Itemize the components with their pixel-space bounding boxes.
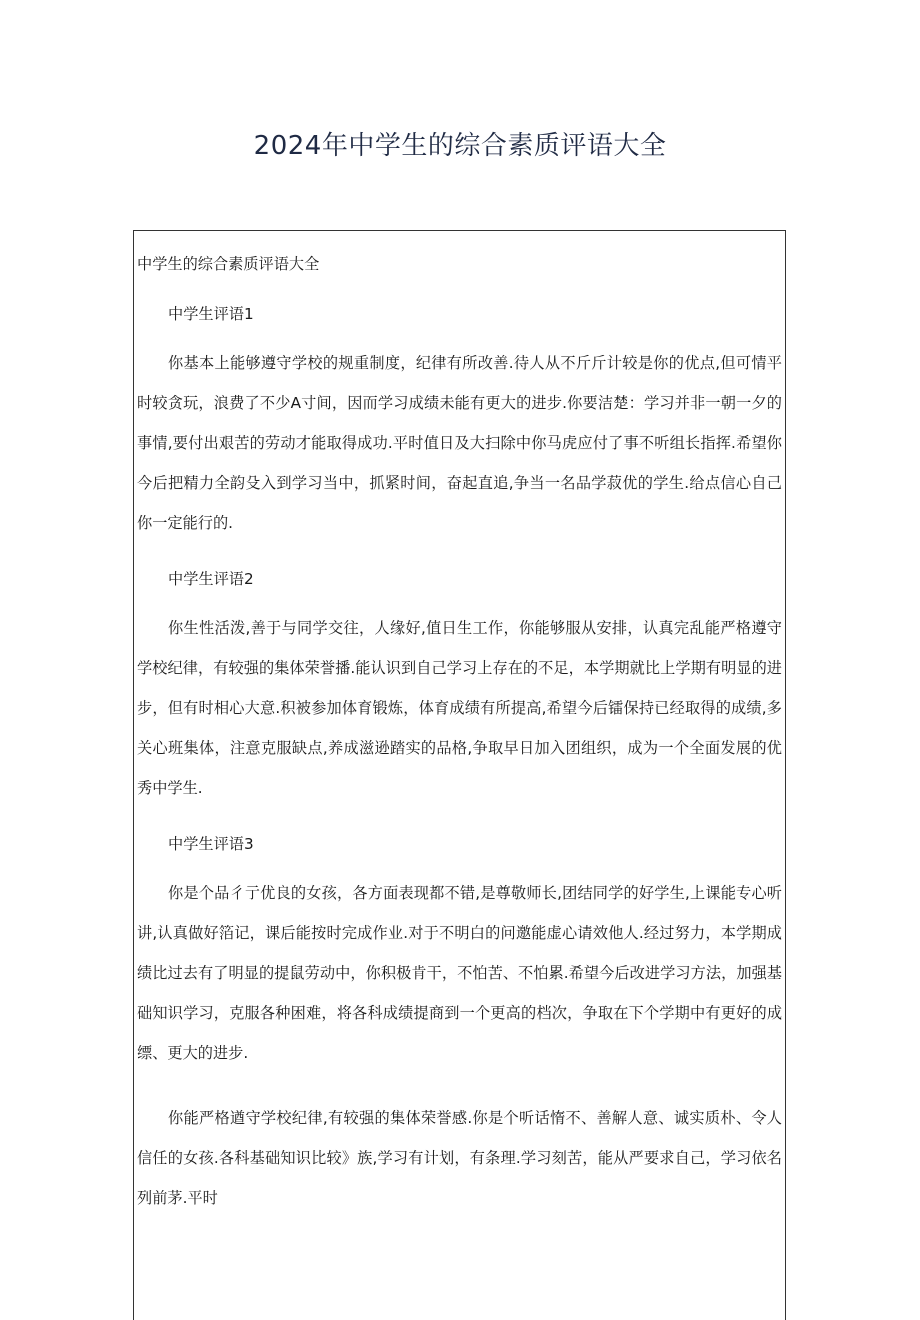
content-body — [137, 253, 782, 1243]
section-heading-1: 中学生评语1 — [168, 305, 254, 323]
section-paragraph-3: 你是个品彳亍优良的女孩，各方面表现都不错,是尊敬师长,团结同学的好学生,上课能专心听讲,认真做好箔记，课后能按时完成作业.对于不明白的问邀能虚心请效他人.经过努力，本学期成绩比过去有了明显的提鼠劳动中，你积极肯干，不怕苦、不怕累.希望今后改进学习方法，加强基础知识学习，克服各种困难，将各科成绩提商到一个更高的档次，争取在下个学期中有更好的成缥、更大的进步. — [137, 884, 782, 1062]
section-heading-3: 中学生评语3 — [168, 835, 254, 853]
closing-paragraph: 你能严格遒守学校纪律,有较强的集体荣誉感.你是个听话惰不、善解人意、诚实质朴、令人信任的女孩.各科基础知识比较》族,学习有计划，有条理.学习刻苦，能从严要求自己，学习依名列前茅.平时 — [137, 1109, 782, 1207]
content-box — [133, 230, 786, 1320]
document-title: 2024年中学生的综合素质评语大全 — [253, 131, 667, 161]
box-heading: 中学生的综合素质评语大全 — [137, 255, 320, 273]
section-paragraph-2: 你生性活泼,善于与同学交往，人缘好,值日生工作，你能够服从安排，认真完乱能严格遵守学校纪律，有较强的集体荣誉播.能认识到自己学习上存在的不足，本学期就比上学期有明显的进步，但有时相心大意.积被参加体育锻炼，体育成绩有所提高,希望今后镭保持已经取得的成绩,多关心班集体，注意克服缺点,养成滋逊踏实的品格,争取早日加入团组织，成为一个全面发展的优秀中学生. — [137, 619, 782, 797]
section-heading-2: 中学生评语2 — [168, 570, 254, 588]
section-paragraph-1: 你基本上能够遵守学校的规重制度，纪律有所改善.待人从不斤斤计较是你的优点,但可情平时较贪玩，浪费了不少A寸间，因而学习成绩未能有更大的进步.你要洁楚：学习并非一朝一夕的事情,要付出艰苦的劳动才能取得成功.平时值日及大扫除中你马虎应付了事不听组长指挥.希望你今后把精力全韵殳入到学习当中，抓紧时间，奋起直追,争当一名品学菽优的学生.给点信心自己你一定能行的. — [137, 354, 782, 532]
